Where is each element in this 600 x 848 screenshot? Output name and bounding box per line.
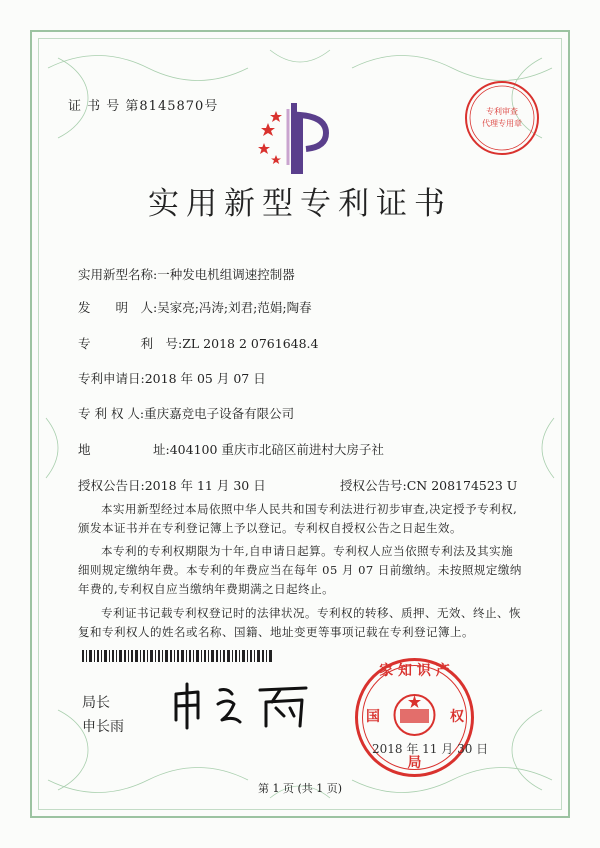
announcement-number-value: CN 208174523 U (406, 478, 518, 493)
inventor-row (78, 298, 312, 316)
paragraph-term: 本专利的专利权期限为十年,自申请日起算。专利权人应当依照专利法及其实施细则规定缴纳年费。本专利的年费应当在每年 05 月 07 日前缴纳。未按照规定缴纳年费的,专利权自应当缴纳年费期满之日起终止。 (78, 544, 522, 596)
patentee-value: 重庆嘉竞电子设备有限公司 (144, 406, 295, 421)
utility-name-label: 实用新型名称: (78, 267, 158, 282)
filing-date-row (78, 369, 266, 387)
address-row (78, 440, 384, 458)
svg-text:专利审查: 专利审查 (486, 107, 518, 116)
address-value: 404100 重庆市北碚区前进村大房子社 (169, 442, 384, 457)
announcement-date-label: 授权公告日: (78, 478, 145, 493)
paragraph-legal-status: 专利证书记载专利权登记时的法律状况。专利权的转移、质押、无效、终止、恢复和专利权人的姓名或名称、国籍、地址变更等事项记载在专利登记簿上。 (78, 606, 521, 639)
patent-number-row (78, 334, 319, 352)
page-footer: 第 1 页 (共 1 页) (257, 782, 343, 795)
patentee-label: 专 利 权 人: (78, 406, 145, 421)
certificate-title: 实用新型专利证书 (148, 186, 452, 222)
top-seal-stamp (462, 78, 542, 158)
utility-name-value: 一种发电机组调速控制器 (157, 267, 295, 282)
patent-number-value: ZL 2018 2 0761648.4 (182, 336, 319, 351)
filing-date-value: 2018 年 05 月 07 日 (144, 371, 266, 386)
patentee-row (78, 404, 294, 422)
address-label: 地 址: (78, 442, 170, 457)
signatory-title: 局长 (82, 695, 110, 711)
announcement-date-value: 2018 年 11 月 30 日 (144, 478, 266, 493)
signature-date: 2018 年 11 月 30 日 (372, 742, 489, 756)
filing-date-label: 专利申请日: (78, 371, 145, 386)
announcement-date-row (78, 476, 266, 494)
utility-name-row (78, 265, 295, 283)
announcement-number-label: 授权公告号: (340, 478, 407, 493)
svg-text:国: 国 (366, 709, 380, 725)
certificate-number-label: 证 书 号 第 (68, 99, 140, 114)
paragraph-grant: 本实用新型经过本局依照中华人民共和国专利法进行初步审查,决定授予专利权,颁发本证书并在专利登记簿上予以登记。专利权自授权公告之日起生效。 (78, 502, 518, 535)
svg-text:局: 局 (407, 755, 422, 771)
barcode (82, 650, 272, 662)
patent-office-logo (254, 95, 344, 175)
national-ip-office-seal (352, 655, 477, 780)
inventor-label: 发 明 人: (78, 300, 158, 315)
certificate-number (68, 95, 218, 114)
handwritten-signature (168, 680, 318, 730)
svg-text:代理专用章: 代理专用章 (482, 119, 522, 128)
svg-text:权: 权 (450, 709, 464, 725)
patent-number-label: 专 利 号: (78, 336, 183, 351)
signatory-name: 申长雨 (82, 719, 124, 735)
inventor-value: 吴家亮;冯涛;刘君;范娟;陶春 (157, 300, 312, 315)
svg-text:家 知 识 产: 家 知 识 产 (379, 663, 450, 679)
certificate-number-value: 8145870 (139, 99, 205, 114)
announcement-number-row (340, 476, 517, 494)
certificate-number-suffix: 号 (204, 99, 219, 114)
